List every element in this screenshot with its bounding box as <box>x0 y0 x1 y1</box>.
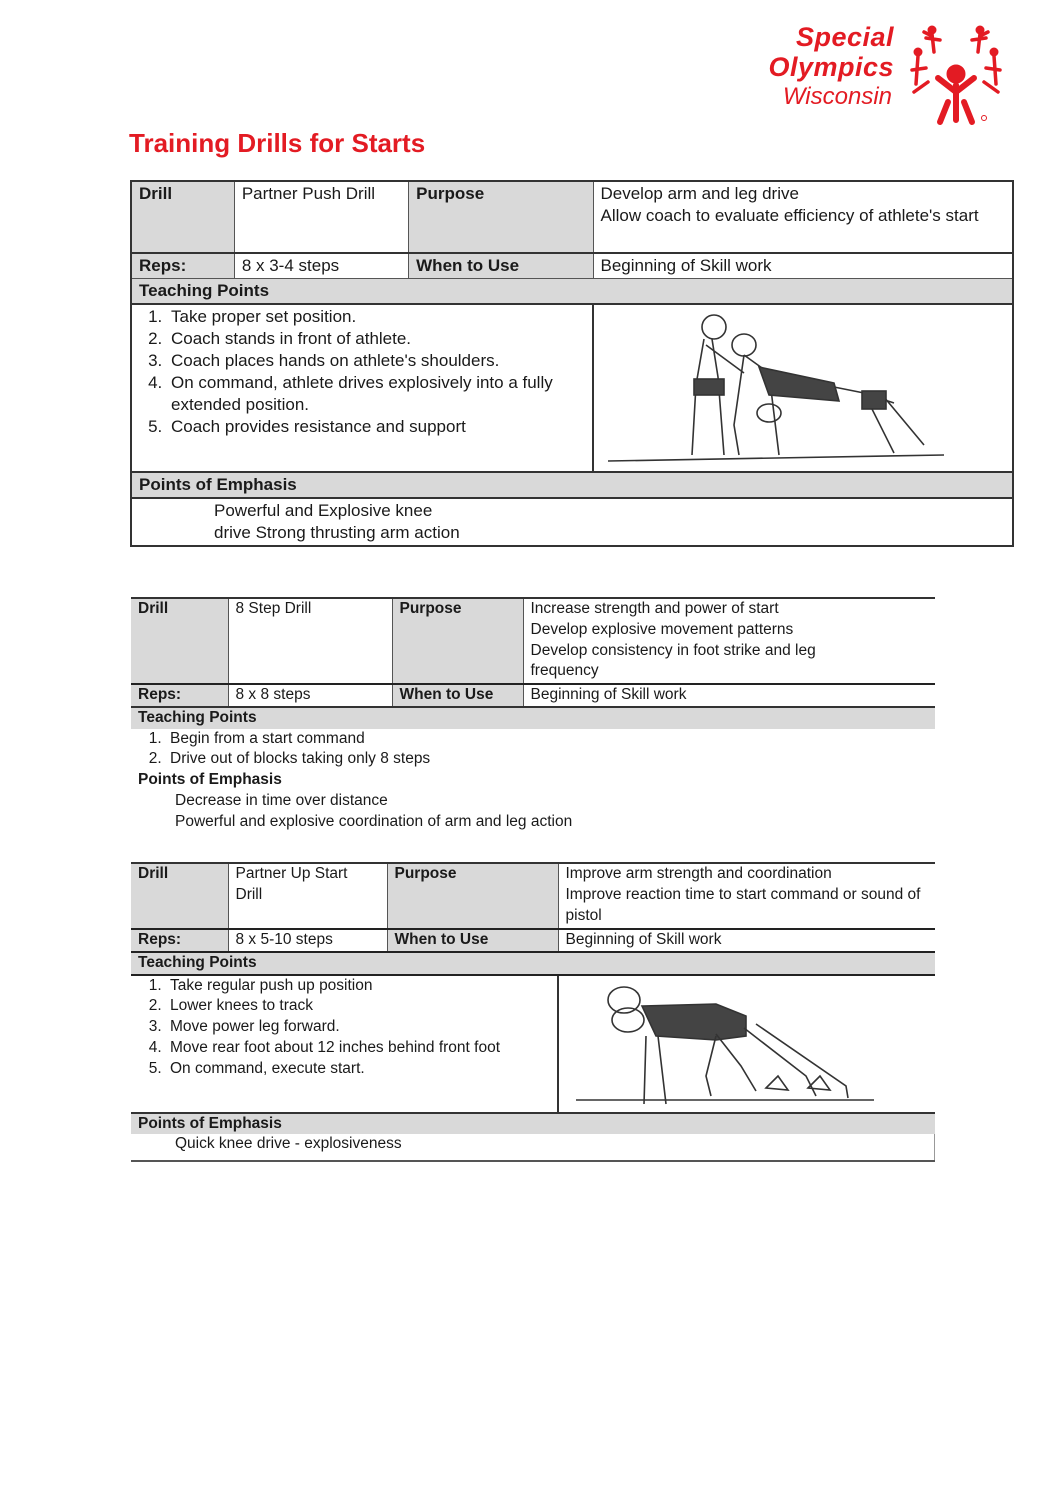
purpose-line: Allow coach to evaluate efficiency of athlete's start <box>600 206 979 225</box>
when-to-use-label: When to Use <box>392 684 523 707</box>
reps-row <box>131 684 935 707</box>
reps-value: 8 x 8 steps <box>228 684 392 707</box>
teaching-points-header: Teaching Points <box>131 952 935 975</box>
teaching-point: 1. Take proper set position. <box>167 306 585 328</box>
drill-label: Drill <box>131 181 234 253</box>
reps-label: Reps: <box>131 684 228 707</box>
reps-value: 8 x 5-10 steps <box>228 929 387 952</box>
partner-push-illustration <box>593 304 1013 472</box>
when-to-use-label: When to Use <box>409 253 593 279</box>
drill-name: Partner Push Drill <box>234 181 408 253</box>
emphasis-item: Quick knee drive - explosiveness <box>175 1135 402 1153</box>
drill-name: 8 Step Drill <box>228 598 392 684</box>
logo-line-wisconsin: Wisconsin <box>782 83 892 110</box>
drill-label: Drill <box>131 863 228 929</box>
purpose-label: Purpose <box>387 863 558 929</box>
reps-row <box>131 929 935 952</box>
teaching-point: 2. Coach stands in front of athlete. <box>167 328 585 350</box>
purpose-value <box>593 181 1013 253</box>
drill-table-partner-push <box>130 180 1014 547</box>
emphasis-item: drive Strong thrusting arm action <box>214 523 460 542</box>
teaching-points-header: Teaching Points <box>131 707 935 729</box>
teaching-point: 3. Coach places hands on athlete's shoulders. <box>167 350 585 372</box>
teaching-point: 1. Take regular push up position <box>166 976 550 997</box>
purpose-line: Develop explosive movement patterns <box>530 620 794 638</box>
purpose-line: Improve arm strength and coordination <box>565 865 832 882</box>
teaching-points-list <box>131 975 558 1113</box>
points-of-emphasis-list <box>131 791 935 833</box>
drill-row <box>131 863 935 929</box>
drill-row <box>131 598 935 684</box>
purpose-value <box>558 863 935 929</box>
points-of-emphasis-header: Points of Emphasis <box>131 472 1013 498</box>
partner-up-start-illustration <box>558 975 935 1113</box>
teaching-points-header: Teaching Points <box>131 279 1013 305</box>
reps-row <box>131 253 1013 279</box>
reps-label: Reps: <box>131 253 234 279</box>
points-of-emphasis-list <box>131 498 1013 546</box>
emphasis-item: Powerful and explosive coordination of arm and leg action <box>175 812 573 830</box>
teaching-point: 4. Move rear foot about 12 inches behind front foot <box>166 1038 550 1059</box>
drill-row <box>131 181 1013 253</box>
teaching-point: 1. Begin from a start command <box>166 729 928 750</box>
drill-label: Drill <box>131 598 228 684</box>
when-to-use-value: Beginning of Skill work <box>530 686 687 703</box>
special-olympics-figures-icon <box>910 22 1002 126</box>
points-of-emphasis-list <box>131 1134 935 1161</box>
purpose-line: Develop arm and leg drive <box>600 184 799 203</box>
emphasis-item: Decrease in time over distance <box>175 791 388 809</box>
special-olympics-wisconsin-logo <box>722 22 1038 126</box>
purpose-line: Increase strength and power of start <box>530 600 779 617</box>
purpose-value <box>523 598 935 684</box>
teaching-point: 5. Coach provides resistance and support <box>167 416 585 438</box>
when-to-use-label: When to Use <box>387 929 558 952</box>
purpose-line: Develop consistency in foot strike and leg frequency <box>530 641 816 680</box>
partner-up-start-illustration-svg <box>566 976 902 1112</box>
teaching-point: 3. Move power leg forward. <box>166 1017 550 1038</box>
reps-value: 8 x 3-4 steps <box>234 253 408 279</box>
teaching-points-list <box>131 729 935 771</box>
emphasis-item: Powerful and Explosive knee <box>214 501 433 520</box>
reps-label: Reps: <box>131 929 228 952</box>
when-to-use-value: Beginning of Skill work <box>593 253 1013 279</box>
purpose-label: Purpose <box>409 181 593 253</box>
page-title: Training Drills for Starts <box>129 128 426 158</box>
drill-name: Partner Up Start Drill <box>228 863 387 929</box>
points-of-emphasis-header: Points of Emphasis <box>138 771 282 789</box>
logo-wordmark <box>722 22 894 112</box>
purpose-label: Purpose <box>392 598 523 684</box>
teaching-point: 4. On command, athlete drives explosively into a fully extended position. <box>167 372 585 416</box>
teaching-point: 2. Drive out of blocks taking only 8 steps <box>166 749 928 770</box>
drill-table-partner-up-start <box>131 862 935 1162</box>
logo-line-special: Special <box>795 22 894 52</box>
purpose-line: Improve reaction time to start command or sound of pistol <box>565 885 921 924</box>
teaching-point: 2. Lower knees to track <box>166 996 550 1017</box>
teaching-points-list <box>131 304 593 472</box>
partner-push-illustration-svg <box>594 305 1012 469</box>
logo-line-olympics: Olympics <box>768 52 894 82</box>
when-to-use-value: Beginning of Skill work <box>558 929 935 952</box>
points-of-emphasis-header: Points of Emphasis <box>131 1113 935 1135</box>
teaching-point: 5. On command, execute start. <box>166 1059 550 1080</box>
drill-table-8-step <box>131 597 935 833</box>
